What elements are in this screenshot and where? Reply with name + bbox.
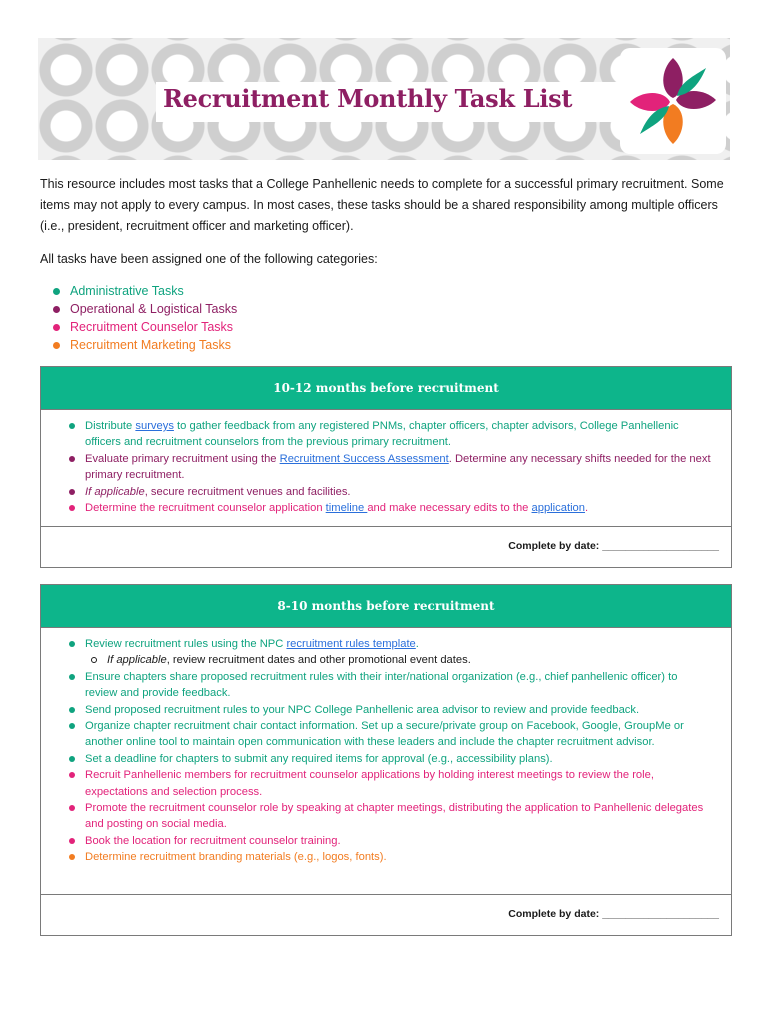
task-list xyxy=(69,636,711,866)
section-heading: 10-12 months before recruitment xyxy=(41,367,731,409)
panhellenic-logo xyxy=(620,48,726,154)
task-item: Set a deadline for chapters to submit any required items for approval (e.g., accessibility plans). xyxy=(69,751,711,767)
category-administrative: Administrative Tasks xyxy=(40,282,730,300)
section-body xyxy=(41,627,731,894)
complete-by-date[interactable]: Complete by date: ____________________ xyxy=(508,540,719,552)
complete-by-date[interactable]: Complete by date: ____________________ xyxy=(508,908,719,920)
surveys-link[interactable]: surveys xyxy=(135,420,174,432)
task-item: Determine recruitment branding materials (e.g., logos, fonts). xyxy=(69,849,711,865)
section-heading: 8-10 months before recruitment xyxy=(41,585,731,627)
section-footer xyxy=(41,894,731,935)
task-item: Review recruitment rules using the NPC recruitment rules template. xyxy=(69,636,711,652)
flower-logo-icon xyxy=(620,48,726,154)
section-10-12-months xyxy=(40,366,732,568)
section-footer xyxy=(41,526,731,567)
task-item: Recruit Panhellenic members for recruitment counselor applications by holding interest meetings to review the role, expectations and selection process. xyxy=(69,767,711,800)
task-item: Book the location for recruitment counselor training. xyxy=(69,833,711,849)
intro-paragraph: This resource includes most tasks that a College Panhellenic needs to complete for a successful primary recruitment. Some items may not apply to every campus. In most cases, these tasks should be a shared responsibility among multiple officers (i.e., president, recruitment officer and marketing officer). xyxy=(40,177,724,233)
task-item: Evaluate primary recruitment using the Recruitment Success Assessment. Determine any necessary shifts needed for the next primary recruitment. xyxy=(69,451,711,484)
categories-intro: All tasks have been assigned one of the following categories: xyxy=(40,252,378,266)
category-operational: Operational & Logistical Tasks xyxy=(40,300,730,318)
rules-template-link[interactable]: recruitment rules template xyxy=(286,638,416,650)
task-list xyxy=(69,418,711,516)
task-item: Organize chapter recruitment chair contact information. Set up a secure/private group on Facebook, Google, GroupMe or another online tool to maintain open communication with these leaders and include the chapter recruitment advisor. xyxy=(69,718,711,751)
task-item: Determine the recruitment counselor application timeline and make necessary edits to the application. xyxy=(69,500,711,516)
task-item: Send proposed recruitment rules to your NPC College Panhellenic area advisor to review and provide feedback. xyxy=(69,702,711,718)
success-assessment-link[interactable]: Recruitment Success Assessment xyxy=(279,452,449,465)
category-list xyxy=(40,282,730,354)
intro-section xyxy=(40,174,730,354)
task-item: Distribute surveys to gather feedback from any registered PNMs, chapter officers, chapter advisors, College Panhellenic officers and recruitment counselors from the previous primary recruitment. xyxy=(69,418,711,451)
category-marketing: Recruitment Marketing Tasks xyxy=(40,336,730,354)
application-link[interactable]: application xyxy=(531,502,586,515)
page-title: Recruitment Monthly Task List xyxy=(163,84,573,113)
section-body xyxy=(41,409,731,526)
timeline-link[interactable]: timeline xyxy=(325,502,368,515)
task-item: Ensure chapters share proposed recruitment rules with their inter/national organization (e.g., chief panhellenic officer) to review and provide feedback. xyxy=(69,669,711,702)
section-8-10-months xyxy=(40,584,732,936)
task-item: If applicable, secure recruitment venues and facilities. xyxy=(69,484,711,500)
header-banner xyxy=(38,38,730,160)
category-counselor: Recruitment Counselor Tasks xyxy=(40,318,730,336)
task-subitem: If applicable, review recruitment dates and other promotional event dates. xyxy=(69,652,711,668)
task-item: Promote the recruitment counselor role by speaking at chapter meetings, distributing the application to Panhellenic delegates and posting on social media. xyxy=(69,800,711,833)
